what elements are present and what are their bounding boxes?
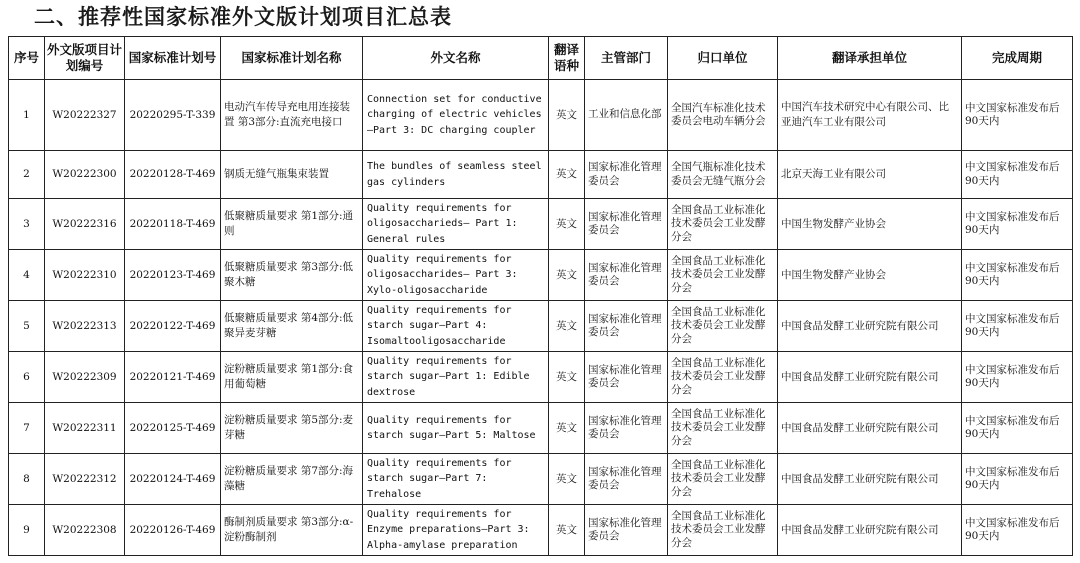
cell-national-plan-no: 20220124-T-469: [125, 454, 221, 505]
cell-period: 中文国家标准发布后90天内: [962, 403, 1073, 454]
cell-translator: 中国食品发酵工业研究院有限公司: [778, 505, 962, 556]
cell-translator: 中国食品发酵工业研究院有限公司: [778, 301, 962, 352]
cell-national-plan-no: 20220118-T-469: [125, 199, 221, 250]
cell-translator: 中国生物发酵产业协会: [778, 250, 962, 301]
cell-seq: 4: [9, 250, 45, 301]
cell-department: 国家标准化管理委员会: [585, 505, 668, 556]
cell-translator: 中国汽车技术研究中心有限公司、比亚迪汽车工业有限公司: [778, 80, 962, 151]
table-row: [9, 403, 1073, 454]
cell-national-plan-no: 20220126-T-469: [125, 505, 221, 556]
cell-technical-committee: 全国汽车标准化技术委员会电动车辆分会: [668, 80, 778, 151]
cell-translator: 中国食品发酵工业研究院有限公司: [778, 352, 962, 403]
col-header-national-plan-no: 国家标准计划号: [125, 37, 221, 80]
cell-technical-committee: 全国食品工业标准化技术委员会工业发酵分会: [668, 352, 778, 403]
cell-period: 中文国家标准发布后90天内: [962, 199, 1073, 250]
cell-national-plan-no: 20220295-T-339: [125, 80, 221, 151]
cell-language: 英文: [549, 403, 585, 454]
cell-translator: 中国食品发酵工业研究院有限公司: [778, 403, 962, 454]
table-row: [9, 151, 1073, 199]
table-row: [9, 505, 1073, 556]
cell-language: 英文: [549, 199, 585, 250]
cell-foreign-plan-no: W20222316: [45, 199, 125, 250]
cell-seq: 9: [9, 505, 45, 556]
cell-foreign-plan-no: W20222327: [45, 80, 125, 151]
cell-foreign-plan-no: W20222300: [45, 151, 125, 199]
cell-period: 中文国家标准发布后90天内: [962, 250, 1073, 301]
col-header-department: 主管部门: [585, 37, 668, 80]
cell-technical-committee: 全国食品工业标准化技术委员会工业发酵分会: [668, 301, 778, 352]
cell-foreign-name: Quality requirements for starch sugar—Part 5: Maltose: [363, 403, 549, 454]
cell-standard-name: 电动汽车传导充电用连接装置 第3部分:直流充电接口: [221, 80, 363, 151]
col-header-translator: 翻译承担单位: [778, 37, 962, 80]
cell-seq: 6: [9, 352, 45, 403]
cell-foreign-name: Quality requirements for starch sugar—Part 4: Isomaltooligosaccharide: [363, 301, 549, 352]
cell-translator: 中国生物发酵产业协会: [778, 199, 962, 250]
cell-standard-name: 低聚糖质量要求 第3部分:低聚木糖: [221, 250, 363, 301]
cell-language: 英文: [549, 250, 585, 301]
table-row: [9, 199, 1073, 250]
cell-technical-committee: 全国食品工业标准化技术委员会工业发酵分会: [668, 403, 778, 454]
cell-foreign-name: Quality requirements for Enzyme preparations—Part 3: Alpha-amylase preparation: [363, 505, 549, 556]
cell-foreign-plan-no: W20222308: [45, 505, 125, 556]
table-row: [9, 250, 1073, 301]
table-body: [9, 80, 1073, 556]
summary-table: [8, 36, 1073, 556]
col-header-foreign-name: 外文名称: [363, 37, 549, 80]
col-header-foreign-plan-no: 外文版项目计划编号: [45, 37, 125, 80]
cell-period: 中文国家标准发布后90天内: [962, 80, 1073, 151]
cell-standard-name: 钢质无缝气瓶集束装置: [221, 151, 363, 199]
table-row: [9, 301, 1073, 352]
cell-seq: 7: [9, 403, 45, 454]
cell-foreign-name: The bundles of seamless steel gas cylinders: [363, 151, 549, 199]
cell-foreign-name: Quality requirements for starch sugar—Part 7: Trehalose: [363, 454, 549, 505]
cell-technical-committee: 全国气瓶标准化技术委员会无缝气瓶分会: [668, 151, 778, 199]
cell-department: 国家标准化管理委员会: [585, 250, 668, 301]
cell-foreign-plan-no: W20222311: [45, 403, 125, 454]
cell-department: 国家标准化管理委员会: [585, 301, 668, 352]
page-title: 二、推荐性国家标准外文版计划项目汇总表: [34, 5, 452, 29]
cell-technical-committee: 全国食品工业标准化技术委员会工业发酵分会: [668, 454, 778, 505]
table-row: [9, 80, 1073, 151]
cell-foreign-name: Quality requirements for oligosaccharides— Part 3: Xylo-oligosaccharide: [363, 250, 549, 301]
cell-foreign-name: Connection set for conductive charging of electric vehicles—Part 3: DC charging coupler: [363, 80, 549, 151]
cell-technical-committee: 全国食品工业标准化技术委员会工业发酵分会: [668, 505, 778, 556]
cell-period: 中文国家标准发布后90天内: [962, 505, 1073, 556]
col-header-language: 翻译语种: [549, 37, 585, 80]
cell-language: 英文: [549, 80, 585, 151]
cell-period: 中文国家标准发布后90天内: [962, 151, 1073, 199]
col-header-period: 完成周期: [962, 37, 1073, 80]
cell-seq: 3: [9, 199, 45, 250]
cell-translator: 北京天海工业有限公司: [778, 151, 962, 199]
cell-standard-name: 酶制剂质量要求 第3部分:α-淀粉酶制剂: [221, 505, 363, 556]
cell-seq: 2: [9, 151, 45, 199]
cell-foreign-plan-no: W20222310: [45, 250, 125, 301]
table-row: [9, 352, 1073, 403]
table-row: [9, 454, 1073, 505]
cell-standard-name: 淀粉糖质量要求 第7部分:海藻糖: [221, 454, 363, 505]
cell-standard-name: 低聚糖质量要求 第4部分:低聚异麦芽糖: [221, 301, 363, 352]
cell-foreign-name: Quality requirements for starch sugar—Part 1: Edible dextrose: [363, 352, 549, 403]
cell-department: 国家标准化管理委员会: [585, 151, 668, 199]
cell-standard-name: 淀粉糖质量要求 第5部分:麦芽糖: [221, 403, 363, 454]
cell-national-plan-no: 20220121-T-469: [125, 352, 221, 403]
cell-seq: 8: [9, 454, 45, 505]
cell-translator: 中国食品发酵工业研究院有限公司: [778, 454, 962, 505]
cell-language: 英文: [549, 505, 585, 556]
cell-national-plan-no: 20220122-T-469: [125, 301, 221, 352]
col-header-technical-committee: 归口单位: [668, 37, 778, 80]
col-header-standard-name: 国家标准计划名称: [221, 37, 363, 80]
cell-standard-name: 低聚糖质量要求 第1部分:通则: [221, 199, 363, 250]
cell-department: 国家标准化管理委员会: [585, 454, 668, 505]
cell-language: 英文: [549, 151, 585, 199]
cell-period: 中文国家标准发布后90天内: [962, 352, 1073, 403]
table-header-row: [9, 37, 1073, 80]
cell-department: 工业和信息化部: [585, 80, 668, 151]
cell-department: 国家标准化管理委员会: [585, 403, 668, 454]
cell-period: 中文国家标准发布后90天内: [962, 454, 1073, 505]
col-header-seq: 序号: [9, 37, 45, 80]
cell-foreign-plan-no: W20222309: [45, 352, 125, 403]
cell-national-plan-no: 20220125-T-469: [125, 403, 221, 454]
cell-seq: 1: [9, 80, 45, 151]
cell-foreign-plan-no: W20222312: [45, 454, 125, 505]
cell-standard-name: 淀粉糖质量要求 第1部分:食用葡萄糖: [221, 352, 363, 403]
cell-foreign-name: Quality requirements for oligosaccharieds— Part 1: General rules: [363, 199, 549, 250]
cell-national-plan-no: 20220123-T-469: [125, 250, 221, 301]
cell-language: 英文: [549, 454, 585, 505]
cell-foreign-plan-no: W20222313: [45, 301, 125, 352]
cell-language: 英文: [549, 352, 585, 403]
cell-national-plan-no: 20220128-T-469: [125, 151, 221, 199]
cell-technical-committee: 全国食品工业标准化技术委员会工业发酵分会: [668, 250, 778, 301]
cell-department: 国家标准化管理委员会: [585, 199, 668, 250]
cell-department: 国家标准化管理委员会: [585, 352, 668, 403]
cell-period: 中文国家标准发布后90天内: [962, 301, 1073, 352]
cell-language: 英文: [549, 301, 585, 352]
cell-seq: 5: [9, 301, 45, 352]
cell-technical-committee: 全国食品工业标准化技术委员会工业发酵分会: [668, 199, 778, 250]
